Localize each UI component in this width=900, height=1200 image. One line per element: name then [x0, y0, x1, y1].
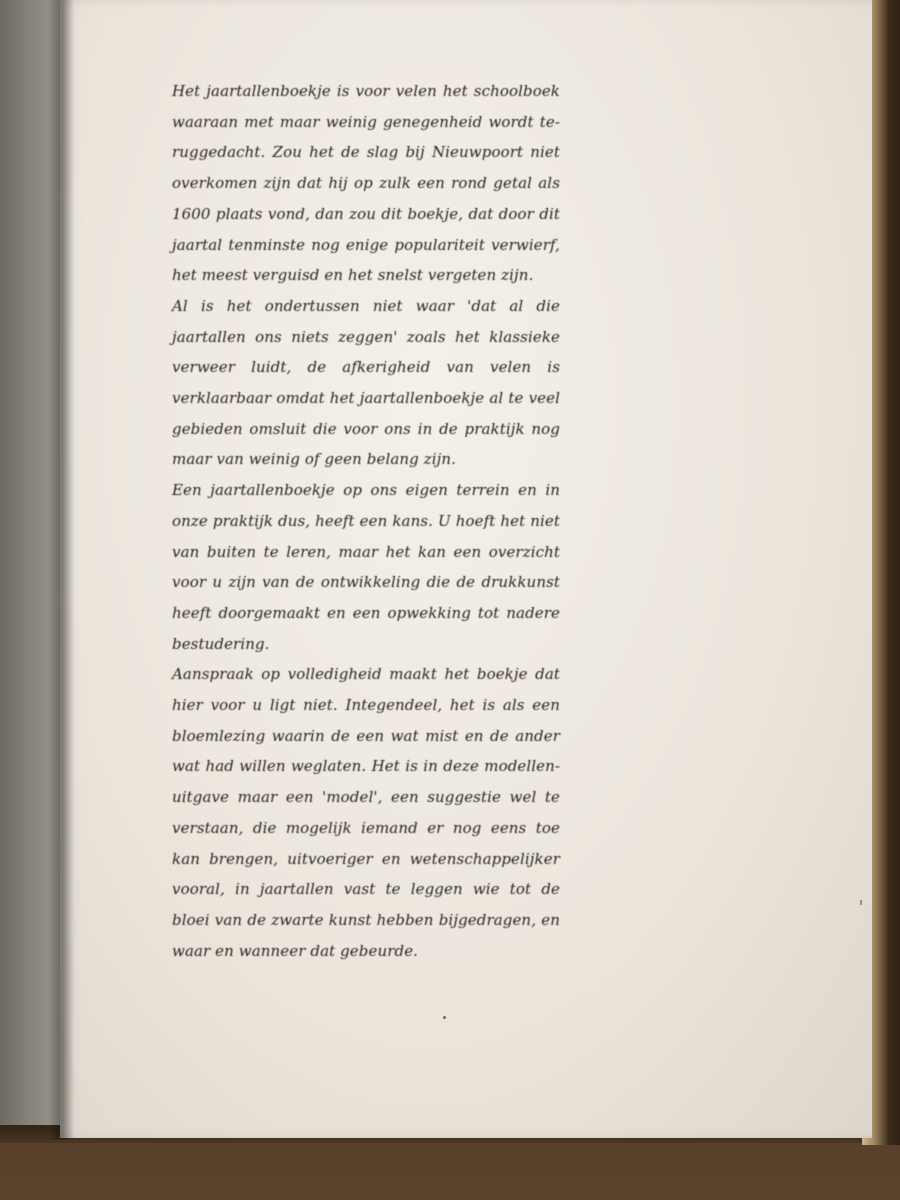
paper-mark [860, 900, 862, 905]
paragraph-4: Aanspraak op volledigheid maakt het boekje dat hier voor u ligt niet. Integendeel, het is als een bloemlezing waarin de een wat mist en de ander wat had willen weglaten. Het is in deze modellenuitgave maar een 'model', een suggestie wel te verstaan, die mogelijk iemand er nog eens toe kan brengen, uitvoeriger en wetenschappelijker vooral, in jaartallen vast te leggen wie tot de bloei van de zwarte kunst hebben bijgedragen, en waar en wanneer dat gebeurde. [172, 665, 560, 960]
book-page [60, 0, 872, 1138]
page-text-block [172, 76, 560, 966]
paper-speck [443, 1016, 446, 1019]
paragraph-3: Een jaartallenboekje op ons eigen terrein en in onze praktijk dus, heeft een kans. U hoeft het niet van buiten te leren, maar het kan een overzicht voor u zijn van de ontwikkeling die de drukkunst heeft doorgemaakt en een opwekking tot nadere bestudering. [172, 481, 560, 653]
paragraph-2: Al is het ondertussen niet waar 'dat al die jaartallen ons niets zeggen' zoals het klassieke verweer luidt, de afkerigheid van velen is verklaarbaar omdat het jaartallenboekje al te veel gebieden omsluit die voor ons in de praktijk nog maar van weinig of geen belang zijn. [172, 296, 560, 469]
book-gutter-shadow [48, 0, 74, 1140]
paragraph-1: Het jaartallenboekje is voor velen het schoolboek waaraan met maar weinig genegenheid wordt teruggedacht. Zou het de slag bij Nieuwpoort niet overkomen zijn dat hij op zulk een rond getal als 1600 plaats vond, dan zou dit boekje, dat door dit jaartal tenminste nog enige populariteit verwierf, het meest verguisd en het snelst vergeten zijn. [172, 82, 560, 285]
